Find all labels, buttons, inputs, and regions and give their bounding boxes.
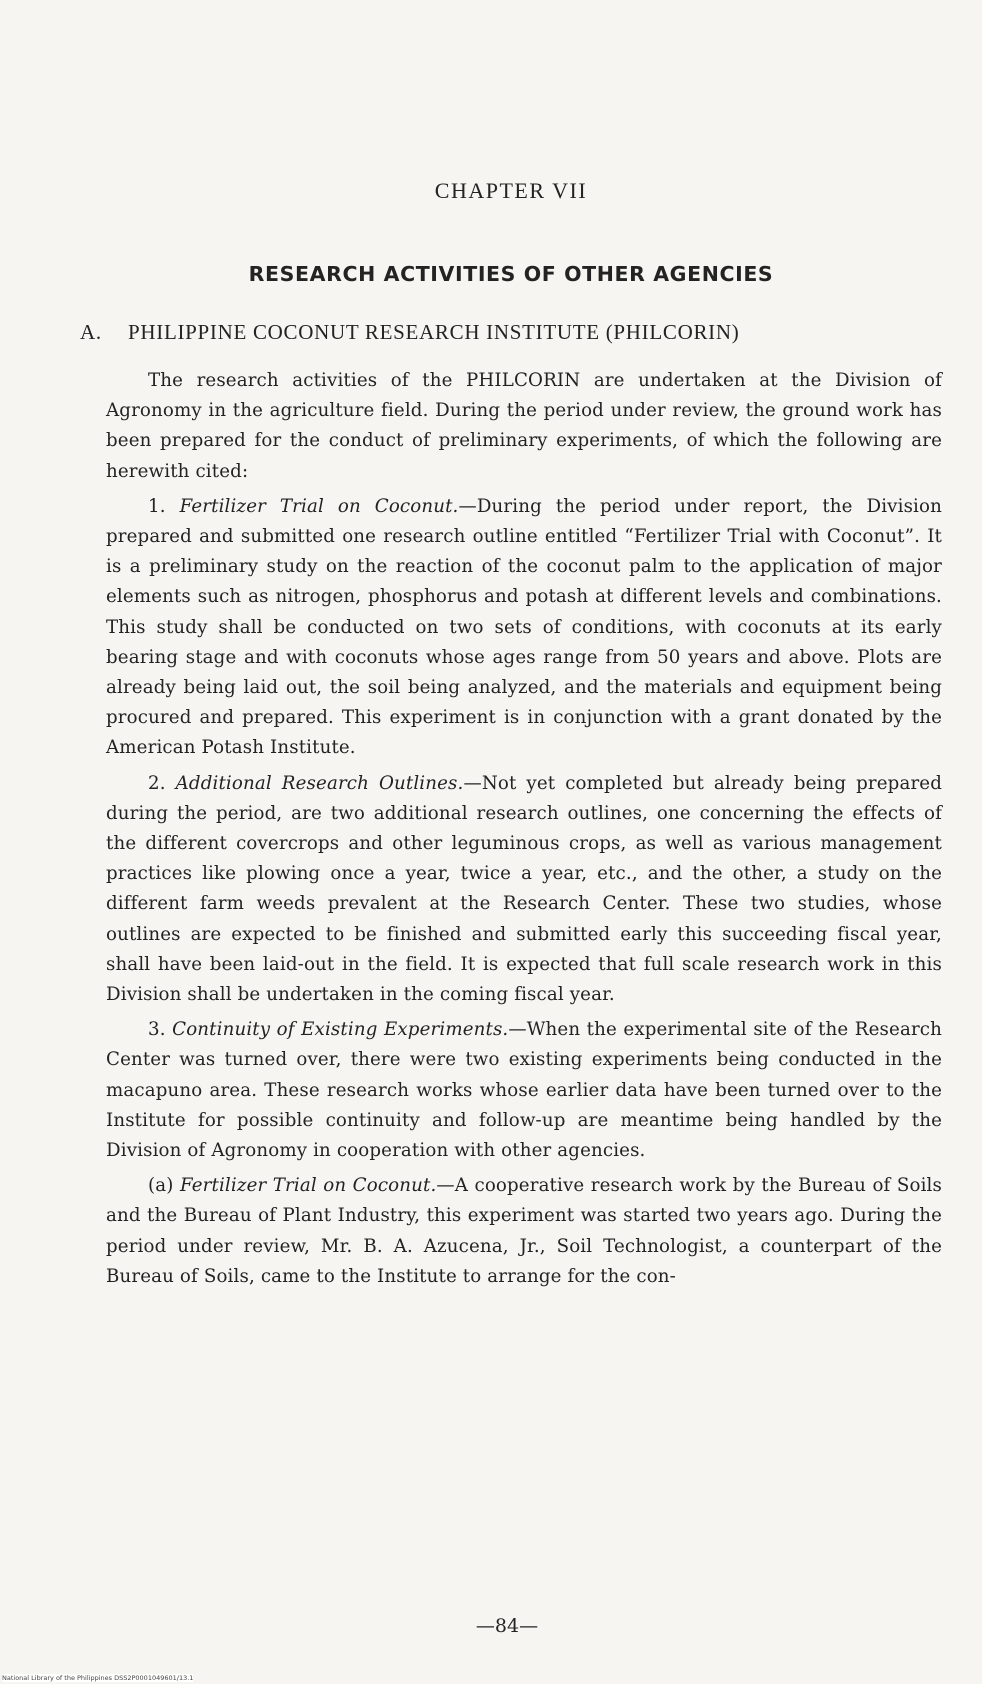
item-text: During the period under report, the Division prepared and submitted one research outline entitled “Fertilizer Trial with Coconut”. It is a preliminary study on the reaction of the coconut palm to the application of major elements such as nitrogen, phosphorus and potash at different levels and combinations. This study shall be conducted on two sets of conditions, with coconuts at its early bearing stage and with coconuts whose ages range from 50 years and above. Plots are already being laid out, the soil being analyzed, and the materials and equipment being procured and prepared. This experiment is in conjunction with a grant donated by the American Potash Institute. (106, 495, 942, 759)
item-title: Additional Research Outlines. (175, 772, 464, 794)
item-title: Fertilizer Trial on Coconut. (179, 495, 459, 517)
dash: — (458, 495, 477, 517)
subitem-paragraph-a (106, 1171, 942, 1292)
item-paragraph-2 (106, 769, 942, 1011)
body-text (106, 366, 942, 1297)
section-heading (80, 320, 942, 345)
scan-credit: National Library of the Philippines DSS2P0001049601/13.1 (2, 1674, 194, 1682)
subitem-title: Fertilizer Trial on Coconut. (179, 1175, 437, 1197)
item-number: 3. (148, 1019, 166, 1041)
item-text: When the experimental site of the Research Center was turned over, there were two existing experiments being conducted in the macapuno area. These research works whose earlier data have been turned over to the Institute for possible continuity and follow-up are meantime being handled by the Division of Agronomy in cooperation with other agencies. (106, 1019, 942, 1162)
dash: — (436, 1175, 455, 1197)
chapter-title: CHAPTER VII (434, 178, 588, 203)
section-letter: A. (80, 320, 102, 344)
item-text: Not yet completed but already being prepared during the period, are two additional research outlines, one concerning the effects of the different covercrops and other leguminous crops, as well as various management practices like plowing once a year, twice a year, etc., and the other, a study on the different farm weeds prevalent at the Research Center. These two studies, whose outlines are expected to be finished and submitted early this succeeding fiscal year, shall have been laid-out in the field. It is expected that full scale research work in this Division shall be undertaken in the coming fiscal year. (106, 772, 943, 1006)
item-number: 2. (148, 772, 166, 794)
item-title: Continuity of Existing Experiments. (172, 1019, 509, 1041)
intro-paragraph: The research activities of the PHILCORIN are undertaken at the Division of Agronomy in the agriculture field. During the period under review, the ground work has been prepared for the conduct of preliminary experiments, of which the following are herewith cited: (106, 370, 942, 482)
chapter-heading: RESEARCH ACTIVITIES OF OTHER AGENCIES (248, 262, 774, 286)
dash: — (508, 1019, 527, 1041)
subitem-text: A cooperative research work by the Bureau of Soils and the Bureau of Plant Industry, this experiment was started two years ago. During the period under review, Mr. B. A. Azucena, Jr., Soil Technologist, a counterpart of the Bureau of Soils, came to the Institute to arrange for the con- (106, 1175, 942, 1287)
dash: — (463, 772, 482, 794)
section-title: PHILIPPINE COCONUT RESEARCH INSTITUTE (PHILCORIN) (128, 320, 740, 344)
page-number: —84— (475, 1615, 539, 1637)
subitem-number: (a) (148, 1175, 174, 1197)
item-number: 1. (148, 495, 166, 517)
item-paragraph-1 (106, 492, 942, 764)
item-paragraph-3 (106, 1015, 942, 1166)
